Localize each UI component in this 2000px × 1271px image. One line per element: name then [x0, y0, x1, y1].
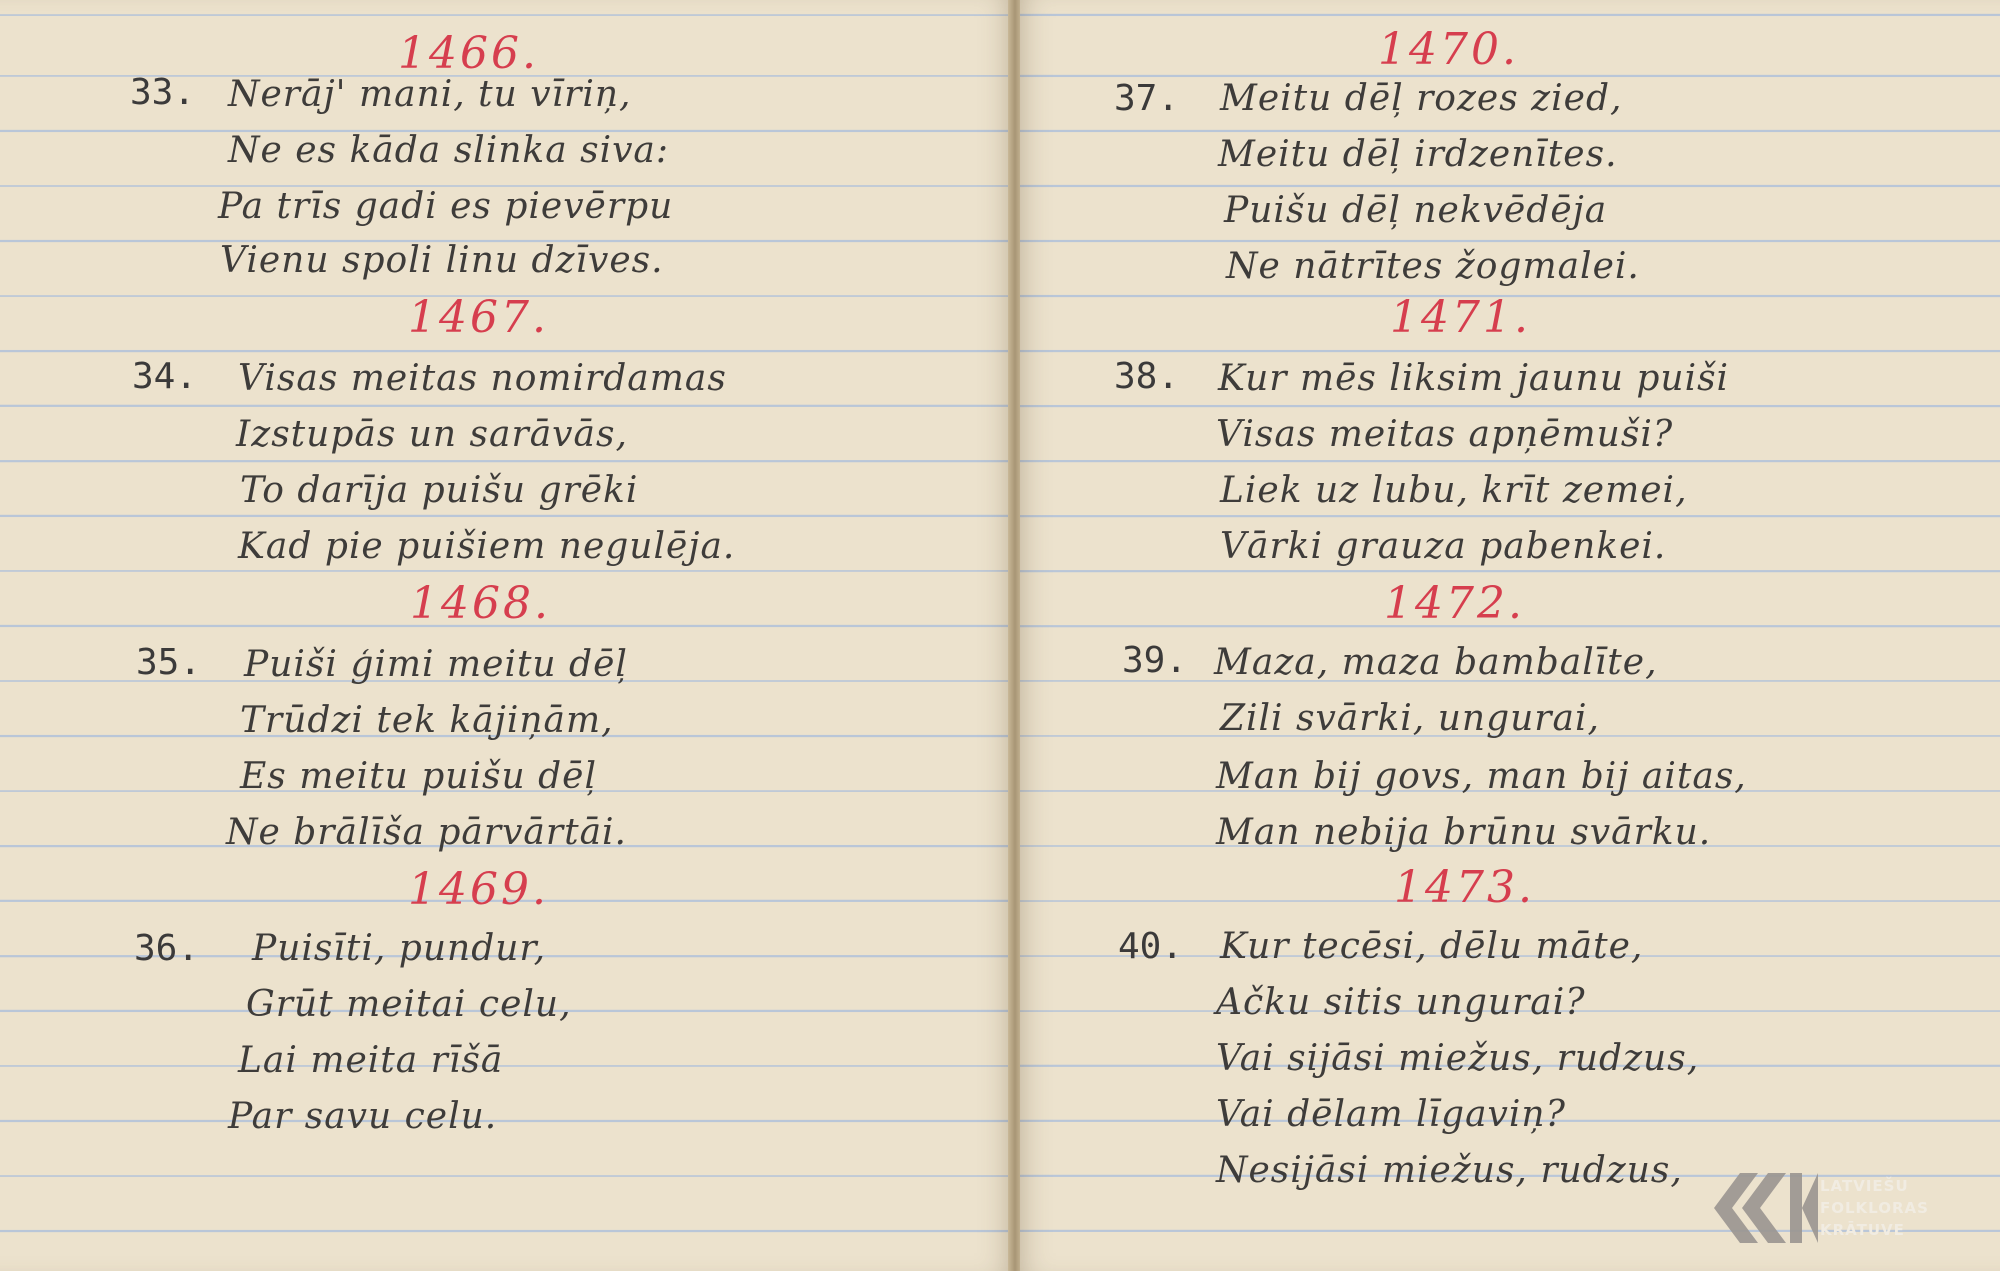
verse-line: Kad pie puišiem negulēja. [238, 526, 736, 567]
lfk-chevron-icon [1710, 1163, 1820, 1253]
verse-line: Trūdzi tek kājiņām, [240, 700, 614, 741]
logo-line: KRĀTUVE [1820, 1221, 1905, 1239]
verse-line: Ne brālīša pārvārtāi. [226, 812, 627, 853]
verse-line: Par savu celu. [228, 1096, 498, 1137]
verse-line: Vārki grauza pabenkei. [1220, 526, 1667, 567]
verse-line: Vai sijāsi miežus, rudzus, [1216, 1038, 1700, 1079]
verse-line: Puišu dēļ nekvēdēja [1224, 190, 1608, 231]
verse-line: Maza, maza bambalīte, [1214, 642, 1658, 683]
year-heading: 1468. [410, 578, 551, 629]
entry-number: 35. [136, 642, 202, 683]
entry-number: 34. [132, 356, 198, 397]
verse-line: Liek uz lubu, krīt zemei, [1220, 470, 1688, 511]
verse-line: Visas meitas nomirdamas [238, 358, 727, 399]
verse-line: Ačku sitis ungurai? [1216, 982, 1586, 1023]
logo-line: LATVIEŠU [1820, 1177, 1909, 1195]
verse-line: To darīja puišu grēki [240, 470, 639, 511]
verse-line: Pa trīs gadi es pievērpu [218, 186, 674, 227]
entry-number: 36. [134, 928, 200, 969]
entry-number: 39. [1122, 640, 1188, 681]
verse-line: Kur mēs liksim jaunu puiši [1218, 358, 1730, 399]
year-heading: 1472. [1384, 578, 1525, 629]
year-heading: 1470. [1378, 24, 1519, 75]
verse-line: Lai meita rīšā [238, 1040, 504, 1081]
year-heading: 1466. [398, 28, 539, 79]
verse-line: Puiši ģimi meitu dēļ [244, 644, 628, 685]
verse-line: Man nebija brūnu svārku. [1216, 812, 1712, 853]
year-heading: 1469. [408, 864, 549, 915]
verse-line: Meitu dēļ irdzenītes. [1218, 134, 1618, 175]
verse-line: Es meitu puišu dēļ [240, 756, 597, 797]
verse-line: Puisīti, pundur, [252, 928, 547, 969]
verse-line: Ne es kāda slinka siva: [228, 130, 670, 171]
verse-line: Kur tecēsi, dēlu māte, [1220, 926, 1644, 967]
verse-line: Nesijāsi miežus, rudzus, [1216, 1150, 1683, 1191]
entry-number: 33. [130, 72, 196, 113]
year-heading: 1467. [408, 292, 549, 343]
year-heading: 1471. [1390, 292, 1531, 343]
verse-line: Visas meitas apņēmuši? [1216, 414, 1674, 455]
entry-number: 37. [1114, 78, 1180, 119]
verse-line: Izstupās un sarāvās, [236, 414, 628, 455]
entry-number: 40. [1118, 926, 1184, 967]
entry-number: 38. [1114, 356, 1180, 397]
year-heading: 1473. [1394, 862, 1535, 913]
logo-text [1820, 1175, 1929, 1241]
verse-line: Vai dēlam līgaviņ? [1216, 1094, 1566, 1135]
verse-line: Ne nātrītes žogmalei. [1226, 246, 1640, 287]
logo-line: FOLKLORAS [1820, 1199, 1929, 1217]
verse-line: Man bij govs, man bij aitas, [1216, 756, 1747, 797]
verse-line: Zili svārki, ungurai, [1220, 698, 1600, 739]
archive-logo [1710, 1163, 1980, 1253]
verse-line: Grūt meitai celu, [246, 984, 572, 1025]
verse-line: Nerāj' mani, tu vīriņ, [228, 74, 632, 115]
verse-line: Vienu spoli linu dzīves. [220, 240, 664, 281]
right-page [1020, 0, 2000, 1271]
verse-line: Meitu dēļ rozes zied, [1220, 78, 1623, 119]
